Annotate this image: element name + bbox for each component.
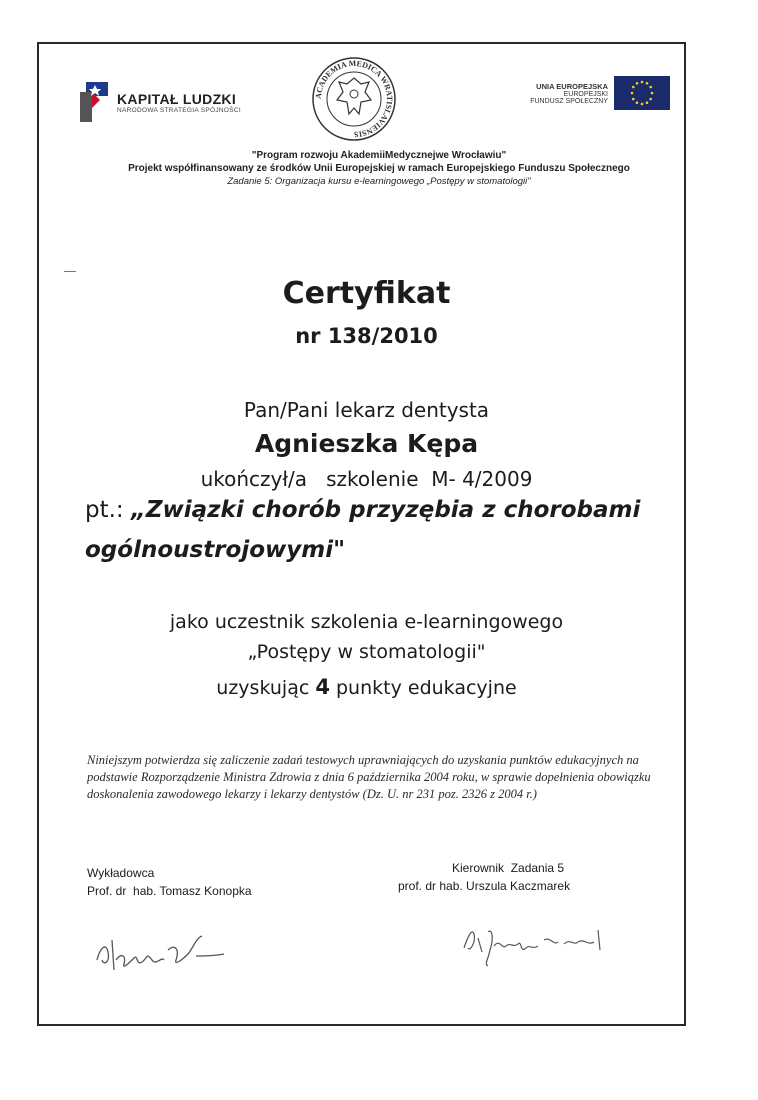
kapital-ludzki-subtitle: NARODOWA STRATEGIA SPÓJNOŚCI	[117, 107, 241, 114]
course-title-line2: ogólnoustrojowymi"	[85, 537, 346, 563]
seal-text: ACADEMIA MEDICA WRATISLAVIENSIS	[313, 58, 395, 140]
task-manager-role: Kierownik Zadania 5	[452, 861, 565, 875]
certificate-number: nr 138/2010	[295, 324, 438, 348]
points-value: 4	[315, 675, 330, 699]
eu-label	[530, 82, 608, 105]
eu-label-line1: UNIA EUROPEJSKA	[536, 82, 608, 91]
course-title-part1: „Związki chorób przyzębia z chorobami	[131, 497, 641, 523]
kapital-ludzki-logo-icon	[80, 82, 108, 122]
completion-line: ukończył/a szkolenie M- 4/2009	[200, 467, 533, 491]
course-title-line1	[85, 497, 640, 523]
svg-text:ACADEMIA MEDICA WRATISLAVIENSI	[314, 59, 394, 139]
cofinancing-line: Projekt współfinansowany ze środków Unii Europejskiej w ramach Europejskiego Funduszu Społecznego	[128, 163, 630, 174]
certificate-title: Certyfikat	[282, 276, 451, 311]
addressee: Pan/Pani lekarz dentysta	[243, 398, 490, 422]
lecturer-signature-icon	[92, 930, 232, 980]
manager-signature-icon	[458, 920, 618, 970]
lecturer-role: Wykładowca	[87, 866, 155, 880]
task-line: Zadanie 5: Organizacja kursu e-learningowego „Postępy w stomatologii"	[227, 176, 531, 187]
task-manager-name: prof. dr hab. Urszula Kaczmarek	[398, 879, 571, 893]
eu-label-line2: EUROPEJSKI	[563, 91, 608, 98]
participant-line: jako uczestnik szkolenia e-learningowego	[169, 611, 564, 633]
kapital-ludzki-title: KAPITAŁ LUDZKI	[117, 91, 237, 107]
points-prefix: uzyskując	[216, 677, 316, 699]
course-name: „Postępy w stomatologii"	[247, 641, 486, 663]
margin-mark	[64, 271, 76, 272]
legal-statement: Niniejszym potwierdza się zaliczenie zadań testowych uprawniających do uzyskania punktów edukacyjnych na podstawie Rozporządzenie Ministra Zdrowia z dnia 6 października 2004 roku, w sprawie dopełnienia obowiązku doskonalenia zawodowego lekarzy i lekarzy dentystów (Dz. U. nr 231 poz. 2326 z 2004 r.)	[87, 753, 651, 801]
points-suffix: punkty edukacyjne	[329, 677, 517, 699]
recipient-name: Agnieszka Kępa	[254, 429, 479, 458]
lecturer-name: Prof. dr hab. Tomasz Konopka	[87, 884, 252, 898]
points-line	[0, 675, 733, 699]
course-prefix: pt.:	[85, 497, 131, 523]
eu-flag-icon	[614, 76, 670, 110]
university-seal-icon	[311, 56, 397, 142]
program-title: "Program rozwoju AkademiiMedycznejwe Wrocławiu"	[251, 150, 507, 161]
eu-label-line3: FUNDUSZ SPOŁECZNY	[530, 98, 608, 105]
